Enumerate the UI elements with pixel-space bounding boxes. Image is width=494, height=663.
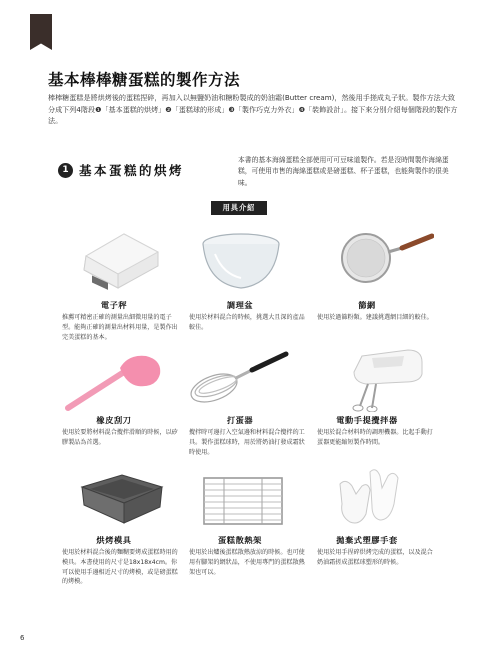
- tool-desc-hand-mixer: 使用於混合材料時的調理機器。比起手動打蛋器更能縮短製作時間。: [317, 429, 433, 446]
- section-description: 本書的基本海綿蛋糕全部使用可可豆味道製作。若是沒時間製作海綿蛋糕，可使用市售的海綿蛋糕或是磅蛋糕、杯子蛋糕，也能夠製作的很美味。: [238, 156, 449, 187]
- section-title: 基本蛋糕的烘烤: [79, 163, 185, 178]
- tool-desc-spatula: 使用於要將材料混合攪拌滑順的時候，以矽膠製品為首選。: [62, 429, 178, 446]
- tool-desc-scale: 推薦可精密正確的測量出細微用量的電子型。能夠正確的測量出材料用量，是製作出完美蛋糕的基本。: [62, 314, 178, 341]
- tool-name-whisk: 打蛋器: [226, 415, 254, 425]
- tools-header: 用具介紹: [211, 201, 267, 215]
- cooling-rack-icon: [200, 472, 286, 530]
- section-number-badge: 1: [58, 163, 73, 178]
- intro-paragraph: 棒棒糖蛋糕是將烘烤後的蛋糕捏碎，再加入以無鹽奶油和糖粉製成的奶油霜(Butter cream)，然後用手搓成丸子狀。製作方法大致分成下列4階段❶「基本蛋糕的烘烤」❷「蛋糕球的形成」❸「製作巧克力外衣」❹「裝飾設計」。接下來分別介紹每個階段的製作方法。: [48, 93, 458, 126]
- page-title: 基本棒棒糖蛋糕的製作方法: [48, 71, 241, 89]
- tool-name-hand-mixer: 電動手提攪拌器: [336, 415, 398, 425]
- spatula-icon: [62, 350, 172, 416]
- hand-mixer-icon: [342, 346, 426, 412]
- tool-name-scale: 電子秤: [100, 300, 128, 310]
- tool-name-baking-pan: 烘烤模具: [96, 535, 132, 545]
- tool-desc-whisk: 攪拌時可邊打入空氣邊和材料混合攪拌的工具。製作蛋糕球時，用於將奶油打發成霜狀時使用。: [189, 429, 305, 456]
- baking-pan-icon: [76, 469, 166, 529]
- tool-desc-gloves: 使用於用手捏碎烘烤完成的蛋糕，以及混合奶油霜搓成蛋糕球塑形的時候。: [317, 549, 433, 566]
- page-number: 6: [20, 634, 25, 642]
- tool-desc-bowl: 使用於材料混合的時候，挑選大且深的產品較佳。: [189, 314, 305, 331]
- tool-desc-baking-pan: 使用於材料混合後的麵糊要烤成蛋糕時用的模具。本書使用的尺寸是18x18x4cm。你可以使用手邊相近尺寸的烤模，或是磅蛋糕的烤模。: [62, 549, 178, 586]
- bookmark-tab: [30, 14, 52, 50]
- whisk-icon: [186, 348, 292, 414]
- tool-name-gloves: 拋棄式塑膠手套: [336, 535, 398, 545]
- tool-desc-sieve: 使用於過篩粉類。建議挑選網目細的較佳。: [317, 314, 433, 321]
- scale-icon: [76, 226, 162, 292]
- tool-name-spatula: 橡皮刮刀: [96, 415, 132, 425]
- tool-name-cooling-rack: 蛋糕散熱架: [218, 535, 262, 545]
- gloves-icon: [332, 464, 408, 530]
- tool-desc-cooling-rack: 使用於出爐後蛋糕散熱放涼的時候。也可使用有腳架的網狀品，不使用專門的蛋糕散熱架也可以。: [189, 549, 305, 576]
- tool-name-sieve: 篩網: [358, 300, 376, 310]
- sieve-icon: [336, 228, 434, 292]
- bowl-icon: [199, 230, 283, 292]
- tool-name-bowl: 調理盆: [226, 300, 254, 310]
